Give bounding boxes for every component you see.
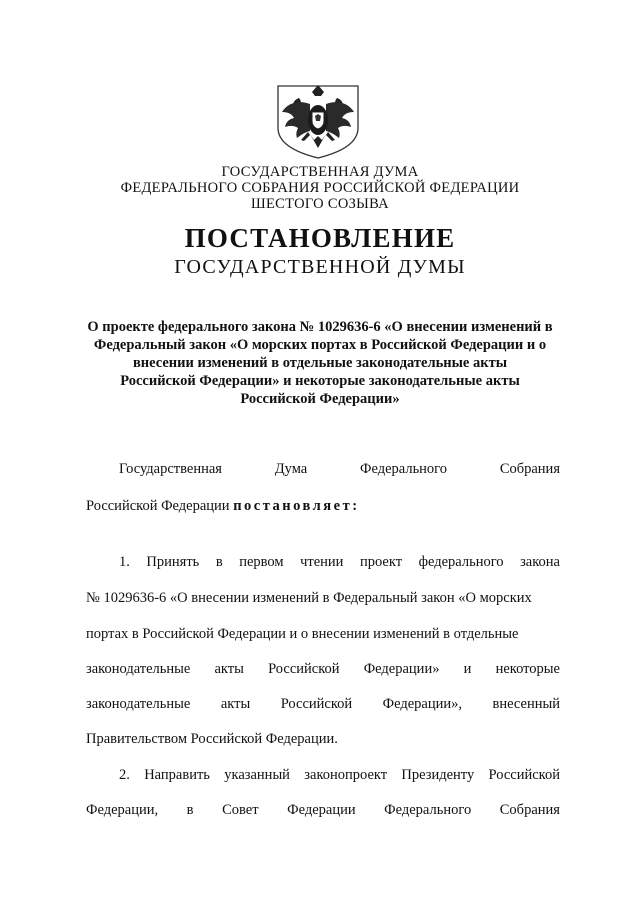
word: Принять: [146, 554, 200, 570]
organization-line-3: ШЕСТОГО СОЗЫВА: [251, 196, 389, 212]
p1-line-4: [86, 659, 560, 679]
coat-of-arms-emblem: [272, 82, 364, 160]
word: акты: [220, 696, 251, 712]
word: законодательные: [86, 696, 191, 712]
resolves-word: постановляет:: [233, 498, 360, 514]
document-subtitle: ГОСУДАРСТВЕННОЙ ДУМЫ: [174, 256, 466, 278]
p1-line-5: [86, 694, 560, 714]
organization-line-1: ГОСУДАРСТВЕННАЯ ДУМА: [221, 164, 419, 180]
p1-line-2: № 1029636-6 «О внесении изменений в Федеральный закон «О морских: [86, 590, 532, 606]
word: закона: [520, 554, 560, 570]
heading-line: внесении изменений в отдельные законодательные акты: [132, 355, 508, 371]
word: некоторые: [495, 661, 560, 677]
word: Собрания: [499, 802, 560, 818]
word: в: [215, 554, 223, 570]
word: 2.: [119, 767, 130, 783]
word: законопроект: [304, 767, 388, 783]
word: Федерации»: [363, 661, 440, 677]
word: акты: [214, 661, 244, 677]
word: федерального: [418, 554, 504, 570]
p1-line-3: портах в Российской Федерации и о внесении изменений в отдельные: [86, 626, 519, 642]
intro-line-1: [119, 459, 560, 479]
word: Президенту: [401, 767, 475, 783]
word: внесенный: [492, 696, 560, 712]
intro-line-2: [86, 496, 560, 516]
word: Федерации»,: [382, 696, 463, 712]
word: Федерации,: [86, 802, 159, 818]
p2-line-1: [119, 765, 560, 785]
heading-line: Российской Федерации» и некоторые законодательные акты: [120, 373, 520, 389]
organization-line-2: ФЕДЕРАЛЬНОГО СОБРАНИЯ РОССИЙСКОЙ ФЕДЕРАЦИИ: [120, 180, 520, 196]
heading-line: Федеральный закон «О морских портах в Российской Федерации и о: [93, 337, 547, 353]
word: Собрания: [499, 461, 560, 477]
heading-line: Российской Федерации»: [240, 391, 400, 407]
heading-line: О проекте федерального закона № 1029636-6 «О внесении изменений в: [87, 319, 553, 335]
word: Федерального: [360, 461, 448, 477]
word: законодательные: [86, 661, 191, 677]
word: первом: [239, 554, 284, 570]
word: 1.: [119, 554, 130, 570]
word: Совет: [222, 802, 259, 818]
word: Российской: [280, 696, 353, 712]
word: Государственная: [119, 461, 222, 477]
resolution-heading: [0, 318, 640, 408]
word: Российской: [268, 661, 340, 677]
word: Российской: [488, 767, 560, 783]
p2-line-2: [86, 800, 560, 820]
document-title: ПОСТАНОВЛЕНИЕ: [184, 223, 456, 253]
word: проект: [359, 554, 403, 570]
p1-line-6: Правительством Российской Федерации.: [86, 731, 338, 747]
p1-line-1: [119, 552, 560, 572]
word: Федерального: [384, 802, 472, 818]
word: чтении: [300, 554, 344, 570]
word: и: [463, 661, 472, 677]
word: указанный: [224, 767, 290, 783]
word: Направить: [144, 767, 210, 783]
word: Федерации: [287, 802, 356, 818]
intro-prefix: Российской Федерации: [86, 498, 230, 514]
word: в: [186, 802, 194, 818]
word: Дума: [274, 461, 308, 477]
